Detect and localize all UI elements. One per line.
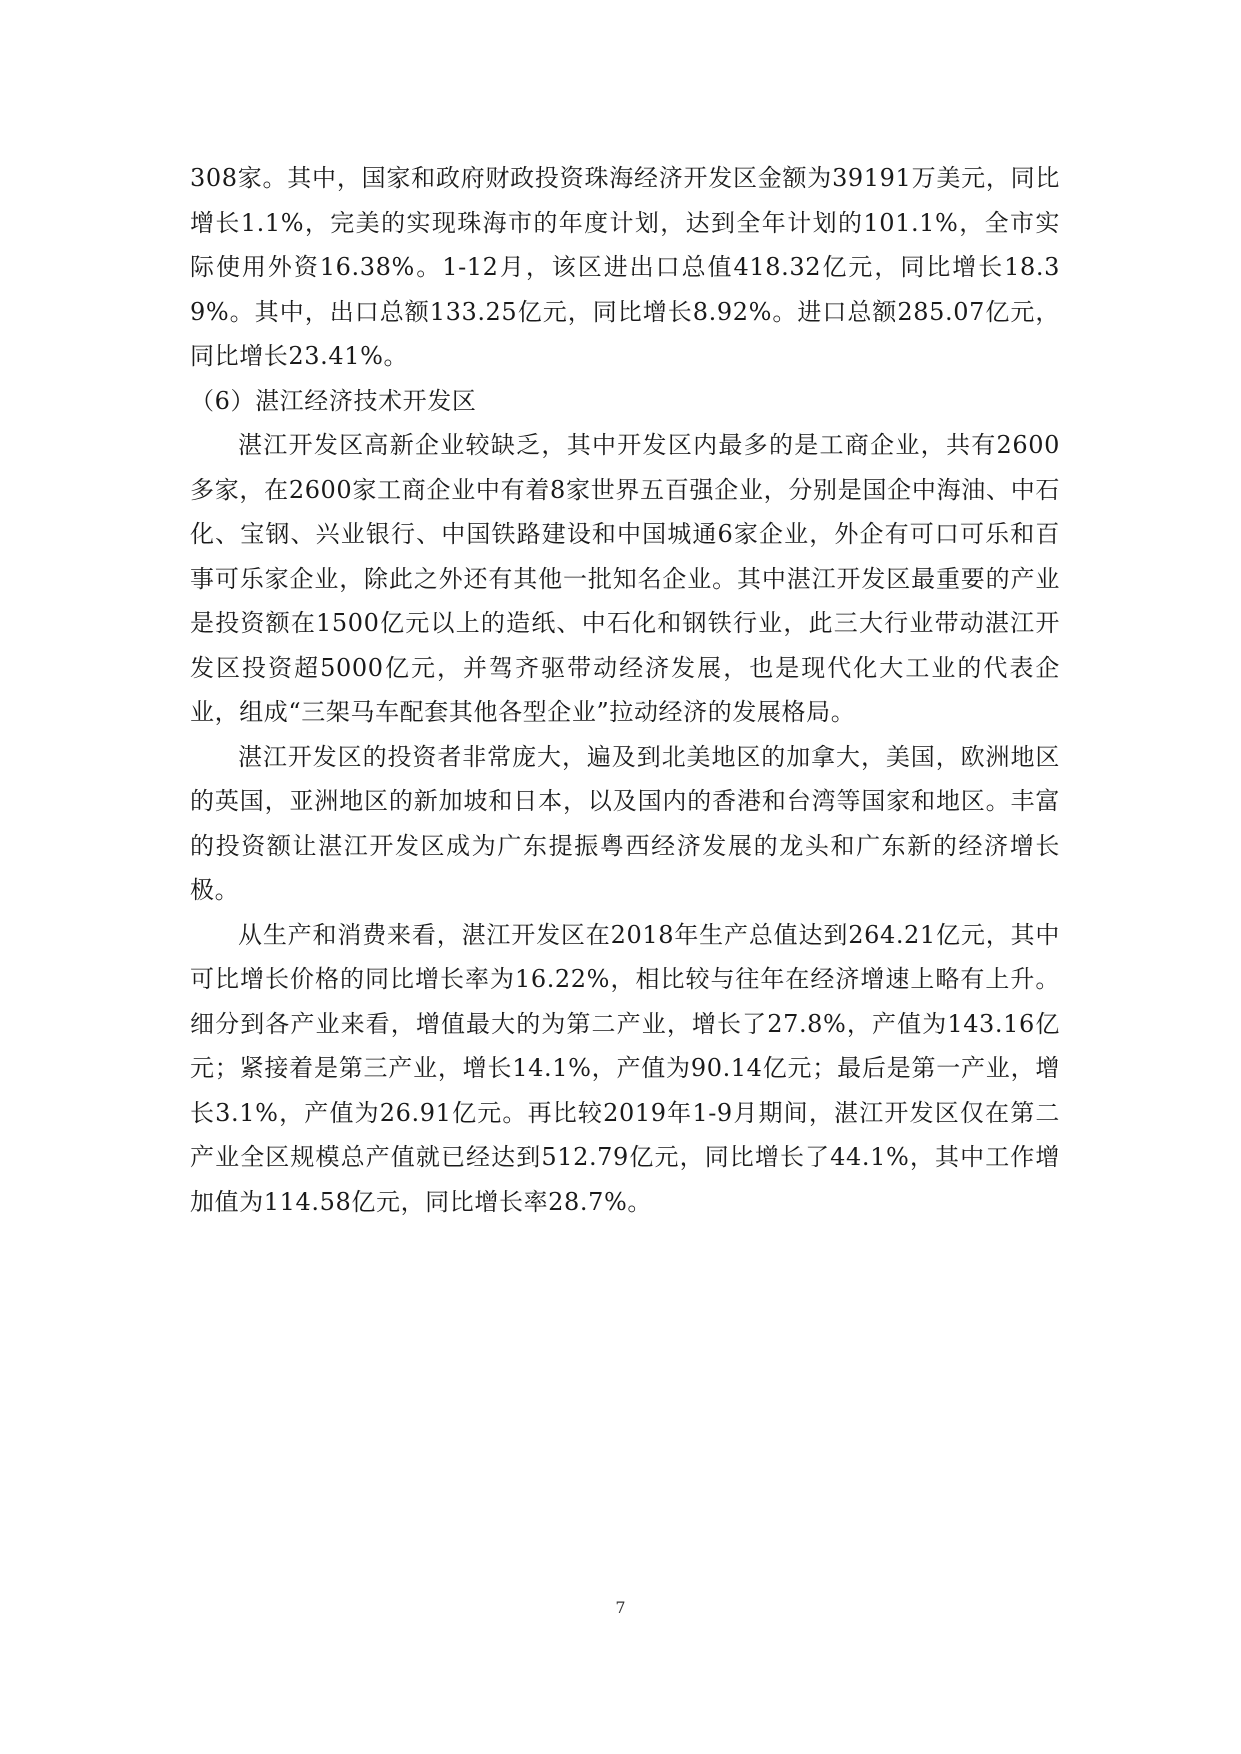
paragraph-zhanjiang-production: 从生产和消费来看，湛江开发区在2018年生产总值达到264.21亿元，其中可比增长价格的同比增长率为16.22%，相比较与往年在经济增速上略有上升。细分到各产业来看，增值最大的为第二产业，增长了27.8%，产值为143.16亿元；紧接着是第三产业，增长14.1%，产值为90.14亿元；最后是第一产业，增长3.1%，产值为26.91亿元。再比较2019年1-9月期间，湛江开发区仅在第二产业全区规模总产值就已经达到512.79亿元，同比增长了44.1%，其中工作增加值为114.58亿元，同比增长率28.7%。	[190, 920, 1060, 1216]
paragraph-zhuhai-continued: 308家。其中，国家和政府财政投资珠海经济开发区金额为39191万美元，同比增长1.1%，完美的实现珠海市的年度计划，达到全年计划的101.1%，全市实际使用外资16.38%。1-12月，该区进出口总值418.32亿元，同比增长18.39%。其中，出口总额133.25亿元，同比增长8.92%。进口总额285.07亿元，同比增长23.41%。	[190, 164, 1060, 370]
section-heading-zhanjiang: （6）湛江经济技术开发区	[190, 386, 477, 415]
paragraph-zhanjiang-investors: 湛江开发区的投资者非常庞大，遍及到北美地区的加拿大，美国，欧洲地区的英国，亚洲地区的新加坡和日本，以及国内的香港和台湾等国家和地区。丰富的投资额让湛江开发区成为广东提振粤西经济发展的龙头和广东新的经济增长极。	[190, 742, 1060, 904]
paragraph-zhanjiang-enterprises: 湛江开发区高新企业较缺乏，其中开发区内最多的是工商企业，共有2600多家，在2600家工商企业中有着8家世界五百强企业，分别是国企中海油、中石化、宝钢、兴业银行、中国铁路建设和中国城通6家企业，外企有可口可乐和百事可乐家企业，除此之外还有其他一批知名企业。其中湛江开发区最重要的产业是投资额在1500亿元以上的造纸、中石化和钢铁行业，此三大行业带动湛江开发区投资超5000亿元，并驾齐驱带动经济发展，也是现代化大工业的代表企业，组成“三架马车配套其他各型企业”拉动经济的发展格局。	[190, 431, 1060, 726]
body-text	[190, 156, 1060, 1224]
page-number: 7	[615, 1598, 626, 1617]
